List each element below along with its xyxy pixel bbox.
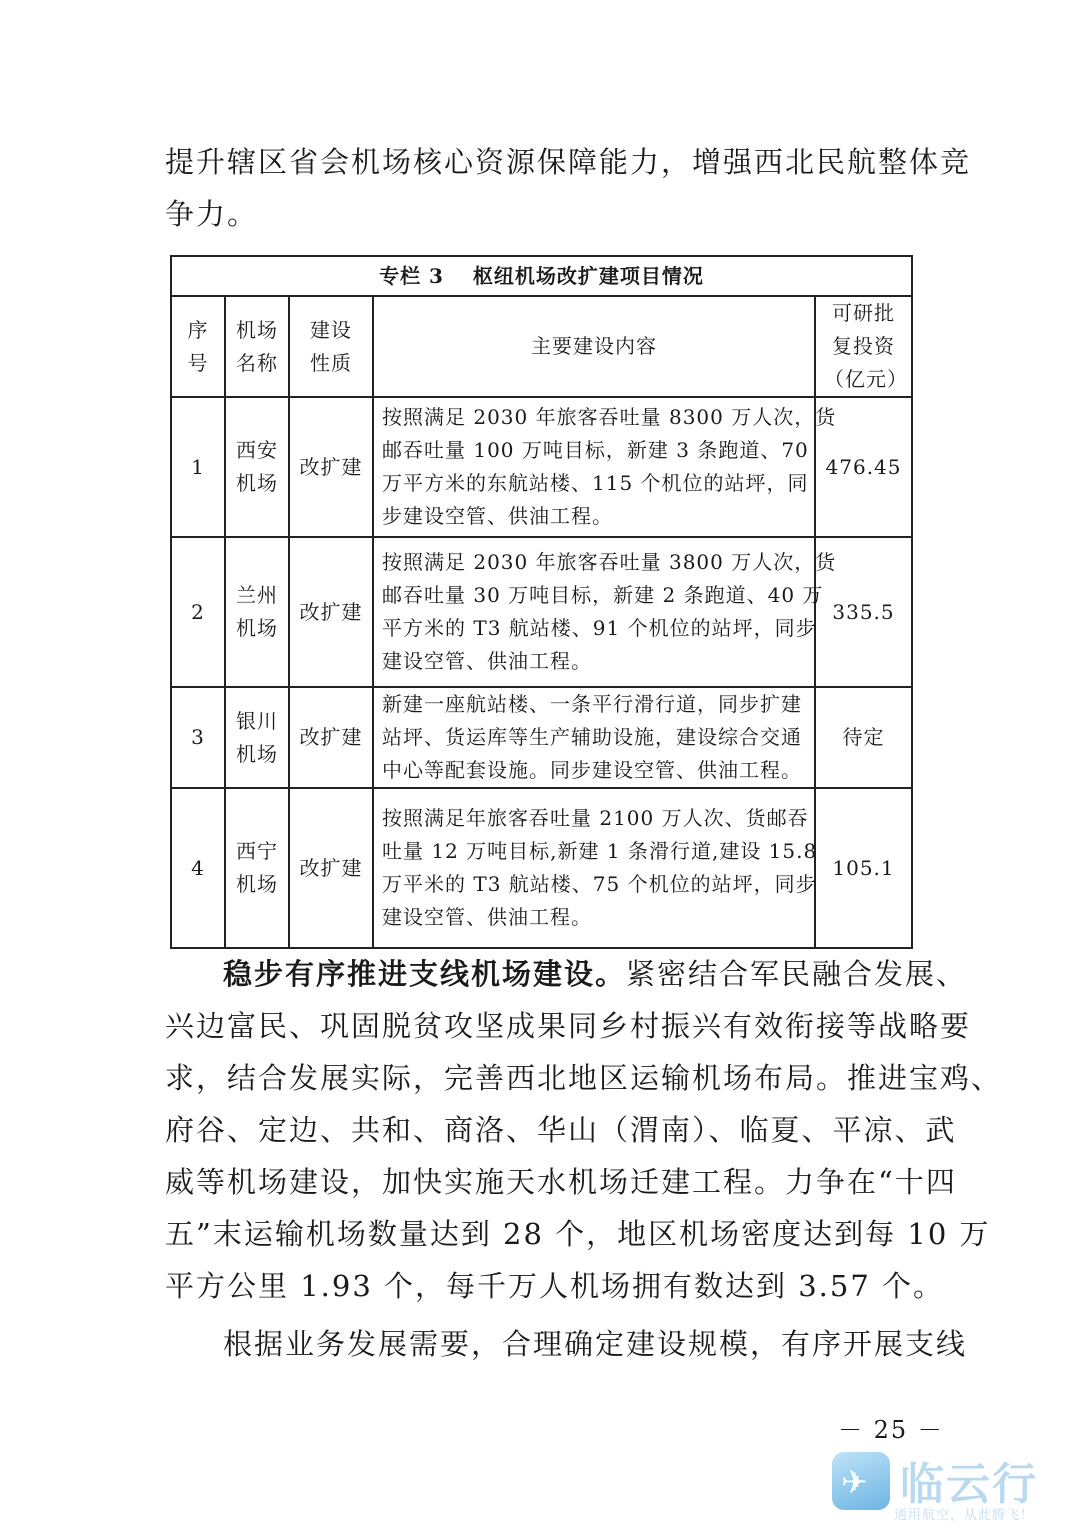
text-fragment: 紧密结合军民融合发展、 — [626, 957, 968, 991]
row-airport-name: 银川 机场 — [225, 687, 289, 788]
table-header-row — [171, 296, 912, 397]
text-line: 五”末运输机场数量达到 28 个，地区机场密度达到每 10 万 — [165, 1217, 991, 1251]
row-investment: 335.5 — [815, 537, 912, 687]
table-row — [171, 397, 912, 537]
branch-airport-paragraph — [165, 948, 1003, 1312]
logo-badge — [832, 1452, 890, 1510]
watermark-slogan: 通用航空，从此腾飞！ — [894, 1508, 1035, 1523]
text-line — [165, 948, 968, 1000]
table-row — [171, 788, 912, 948]
text-line: 威等机场建设，加快实施天水机场迁建工程。力争在“十四 — [165, 1165, 957, 1199]
header-construction-nature: 建设 性质 — [289, 296, 373, 397]
row-nature: 改扩建 — [289, 397, 373, 537]
row-investment: 105.1 — [815, 788, 912, 948]
closing-paragraph — [165, 1318, 968, 1370]
row-nature: 改扩建 — [289, 687, 373, 788]
header-airport-name: 机场 名称 — [225, 296, 289, 397]
table-row — [171, 687, 912, 788]
row-airport-name: 兰州 机场 — [225, 537, 289, 687]
row-seq: 3 — [171, 687, 225, 788]
header-main-content: 主要建设内容 — [373, 296, 815, 397]
row-content: 按照满足 2030 年旅客吞吐量 3800 万人次，货 邮吞吐量 30 万吨目标，新建 2 条跑道、40 万 平方米的 T3 航站楼、91 个机位的站坪，同步 建设空管、供油工程。 — [373, 537, 815, 687]
intro-paragraph — [165, 136, 972, 240]
row-content: 按照满足年旅客吞吐量 2100 万人次、货邮吞 吐量 12 万吨目标,新建 1 条滑行道,建设 15.8 万平米的 T3 航站楼、75 个机位的站坪，同步 建设空管、供油工程。 — [373, 788, 815, 948]
section-heading: 稳步有序推进支线机场建设。 — [223, 957, 627, 991]
text-line: 平方公里 1.93 个，每千万人机场拥有数达到 3.57 个。 — [165, 1269, 945, 1303]
header-investment: 可研批 复投资 （亿元） — [815, 296, 912, 397]
row-seq: 2 — [171, 537, 225, 687]
row-seq: 1 — [171, 397, 225, 537]
row-content: 新建一座航站楼、一条平行滑行道，同步扩建 站坪、货运库等生产辅助设施，建设综合交通 中心等配套设施。同步建设空管、供油工程。 — [373, 687, 815, 788]
row-nature: 改扩建 — [289, 537, 373, 687]
text-line: 争力。 — [165, 197, 259, 231]
row-nature: 改扩建 — [289, 788, 373, 948]
text-line: 提升辖区省会机场核心资源保障能力，增强西北民航整体竞 — [165, 145, 972, 179]
watermark-logo — [832, 1448, 1047, 1528]
watermark-brand: 临云行 — [900, 1459, 1038, 1510]
table-row — [171, 537, 912, 687]
text-line: 兴边富民、巩固脱贫攻坚成果同乡村振兴有效衔接等战略要 — [165, 1009, 972, 1043]
text-line: 根据业务发展需要，合理确定建设规模，有序开展支线 — [223, 1327, 968, 1361]
row-investment: 476.45 — [815, 397, 912, 537]
airplane-icon: ✈ — [841, 1463, 868, 1501]
text-line: 求，结合发展实际，完善西北地区运输机场布局。推进宝鸡、 — [165, 1061, 1003, 1095]
row-airport-name: 西安 机场 — [225, 397, 289, 537]
page-number: － 25 － — [838, 1416, 944, 1444]
row-airport-name: 西宁 机场 — [225, 788, 289, 948]
row-seq: 4 — [171, 788, 225, 948]
row-content: 按照满足 2030 年旅客吞吐量 8300 万人次，货 邮吞吐量 100 万吨目标，新建 3 条跑道、70 万平方米的东航站楼、115 个机位的站坪，同 步建设空管、供油工程。 — [373, 397, 815, 537]
hub-airport-project-table — [170, 255, 913, 949]
text-line: 府谷、定边、共和、商洛、华山（渭南）、临夏、平凉、武 — [165, 1113, 957, 1147]
row-investment: 待定 — [815, 687, 912, 788]
header-seq: 序 号 — [171, 296, 225, 397]
table-caption: 专栏 3 枢纽机场改扩建项目情况 — [171, 256, 912, 296]
